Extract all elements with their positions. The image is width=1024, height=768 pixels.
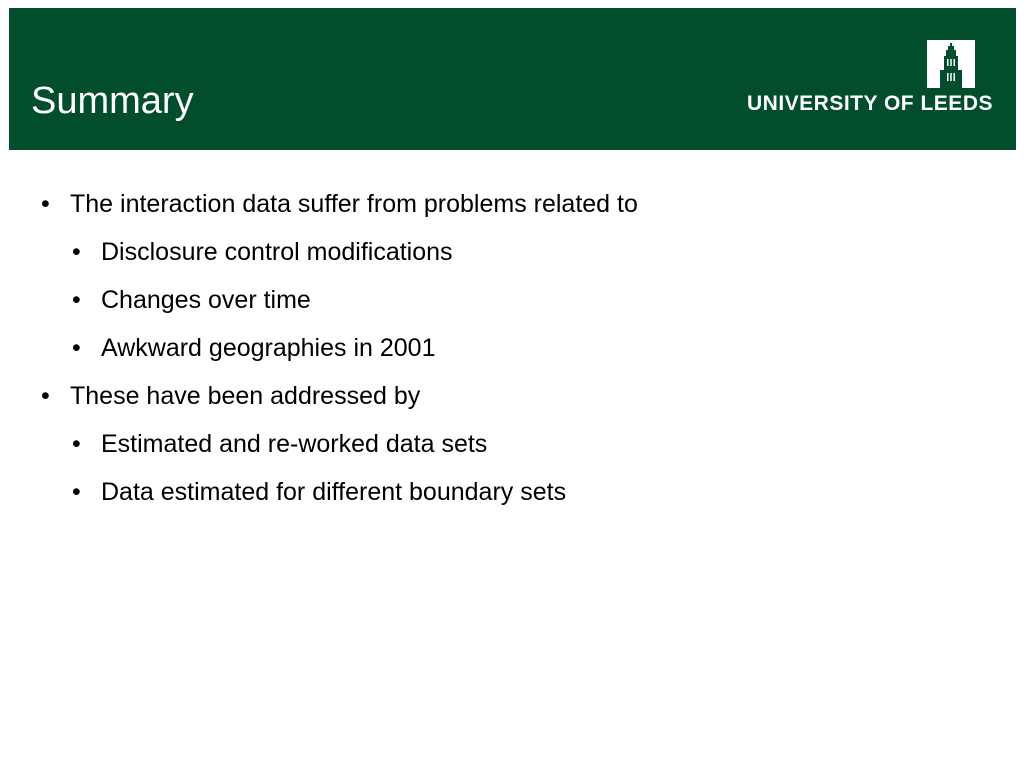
sub-bullet-item [72, 334, 436, 362]
bullet-glyph: • [72, 430, 81, 458]
sub-bullet-item [72, 286, 311, 314]
bullet-text: Disclosure control modifications [101, 238, 453, 266]
sub-bullet-item [72, 238, 453, 266]
bullet-glyph: • [41, 190, 50, 218]
bullet-glyph: • [72, 238, 81, 266]
university-tower-icon [927, 40, 975, 88]
header-band [9, 8, 1016, 150]
bullet-glyph: • [72, 286, 81, 314]
bullet-text: Awkward geographies in 2001 [101, 334, 436, 362]
bullet-glyph: • [72, 334, 81, 362]
bullet-glyph: • [41, 382, 50, 410]
bullet-text: Estimated and re-worked data sets [101, 430, 488, 458]
bullet-text: Changes over time [101, 286, 311, 314]
bullet-item [41, 382, 421, 410]
bullet-glyph: • [72, 478, 81, 506]
bullet-text: Data estimated for different boundary sets [101, 478, 567, 506]
bullet-item [41, 190, 638, 218]
sub-bullet-item [72, 478, 567, 506]
bullet-text: The interaction data suffer from problems related to [70, 190, 638, 218]
university-wordmark: UNIVERSITY OF LEEDS [747, 92, 993, 115]
sub-bullet-item [72, 430, 488, 458]
slide-title: Summary [31, 80, 194, 122]
bullet-text: These have been addressed by [70, 382, 421, 410]
